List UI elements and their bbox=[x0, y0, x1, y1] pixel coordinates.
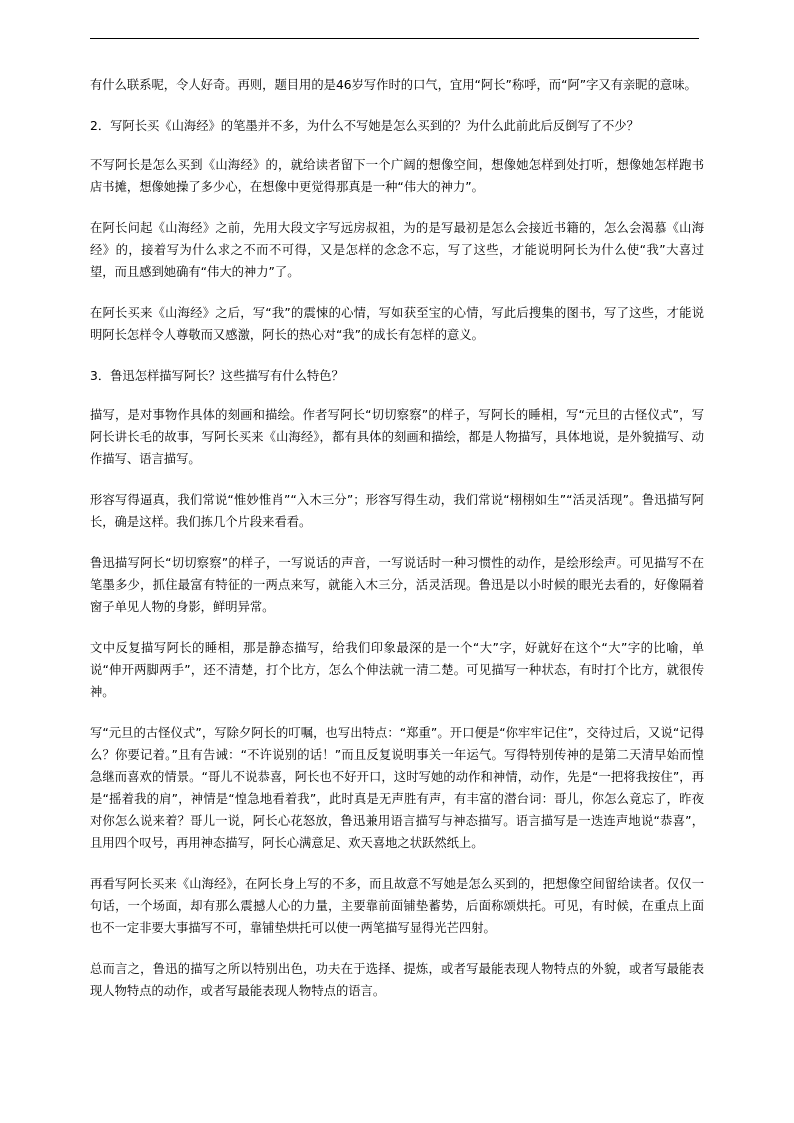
paragraph: 在阿长买来《山海经》之后，写“我”的震悚的心情，写如获至宝的心情，写此后搜集的图书，写了这些，才能说明阿长怎样令人尊敬而又感激，阿长的热心对“我”的成长有怎样的意义。 bbox=[90, 306, 704, 342]
paragraph: 描写，是对事物作具体的刻画和描绘。作者写阿长“切切察察”的样子，写阿长的睡相，写“元旦的古怪仪式”，写阿长讲长毛的故事，写阿长买来《山海经》，都有具体的刻画和描绘，都是人物描写，具体地说，是外貌描写、动作描写、语言描写。 bbox=[90, 408, 704, 466]
paragraph: 总而言之，鲁迅的描写之所以特别出色，功夫在于选择、提炼，或者写最能表现人物特点的外貌，或者写最能表现人物特点的动作，或者写最能表现人物特点的语言。 bbox=[90, 962, 704, 998]
paragraph: 写“元旦的古怪仪式”，写除夕阿长的叮嘱，也写出特点：“郑重”。开口便是“你牢牢记住”，交待过后，又说“记得么？你要记着。”且有告诫：“不许说别的话！”而且反复说明事关一年运气。写得特别传神的是第二天清早始而惶急继而喜欢的情景。“哥儿不说恭喜，阿长也不好开口，这时写她的动作和神情，动作，先是“一把将我按住”，再是“摇着我的肩”，神情是“惶急地看着我”，此时真是无声胜有声，有丰富的潜台词：哥儿，你怎么竟忘了，昨夜对你怎么说来着？哥儿一说，阿长心花怒放，鲁迅兼用语言描写与神态描写。语言描写是一迭连声地说“恭喜”，且用四个叹号，再用神态描写，阿长心满意足、欢天喜地之状跃然纸上。 bbox=[90, 726, 704, 850]
paragraph: 有什么联系呢，令人好奇。再则，题目用的是46岁写作时的口气，宜用“阿长”称呼，而“阿”字又有亲昵的意味。 bbox=[90, 78, 697, 92]
paragraph: 再看写阿长买来《山海经》，在阿长身上写的不多，而且故意不写她是怎么买到的，把想像空间留给读者。仅仅一句话，一个场面，却有那么震撼人心的力量，主要靠前面铺垫蓄势，后面称颂烘托。可见，有时候，在重点上面也不一定非要大事描写不可，靠铺垫烘托可以使一两笔描写显得光芒四射。 bbox=[90, 877, 704, 935]
paragraph: 形容写得逼真，我们常说“惟妙惟肖”“入木三分”；形容写得生动，我们常说“栩栩如生”“活灵活现”。鲁迅描写阿长，确是这样。我们拣几个片段来看看。 bbox=[90, 493, 704, 529]
question-heading-3: 3．鲁迅怎样描写阿长？这些描写有什么特色？ bbox=[90, 369, 344, 383]
paragraph: 在阿长问起《山海经》之前，先用大段文字写远房叔祖，为的是写最初是怎么会接近书籍的，怎么会渴慕《山海经》的，接着写为什么求之不而不可得，又是怎样的念念不忘，写了这些，才能说明阿长为什么使“我”大喜过望，而且感到她确有“伟大的神力”了。 bbox=[90, 221, 704, 279]
paragraph: 鲁迅描写阿长“切切察察”的样子，一写说话的声音，一写说话时一种习惯性的动作，是绘形绘声。可见描写不在笔墨多少，抓住最富有特征的一两点来写，就能入木三分，活灵活现。鲁迅是以小时候的眼光去看的，好像隔着窗子单见人物的身影，鲜明异常。 bbox=[90, 556, 704, 614]
paragraph: 文中反复描写阿长的睡相，那是静态描写，给我们印象最深的是一个“大”字，好就好在这个“大”字的比喻，单说“伸开两脚两手”，还不清楚，打个比方，怎么个伸法就一清二楚。可见描写一种状态，有时打个比方，就很传神。 bbox=[90, 641, 704, 699]
question-heading-2: 2．写阿长买《山海经》的笔墨并不多，为什么不写她是怎么买到的？为什么此前此后反倒写了不少？ bbox=[90, 119, 639, 133]
paragraph: 不写阿长是怎么买到《山海经》的，就给读者留下一个广阔的想像空间，想像她怎样到处打听，想像她怎样跑书店书摊，想像她操了多少心，在想像中更觉得那真是一种“伟大的神力”。 bbox=[90, 158, 704, 194]
header-rule bbox=[90, 38, 699, 39]
document-body bbox=[90, 74, 704, 1021]
